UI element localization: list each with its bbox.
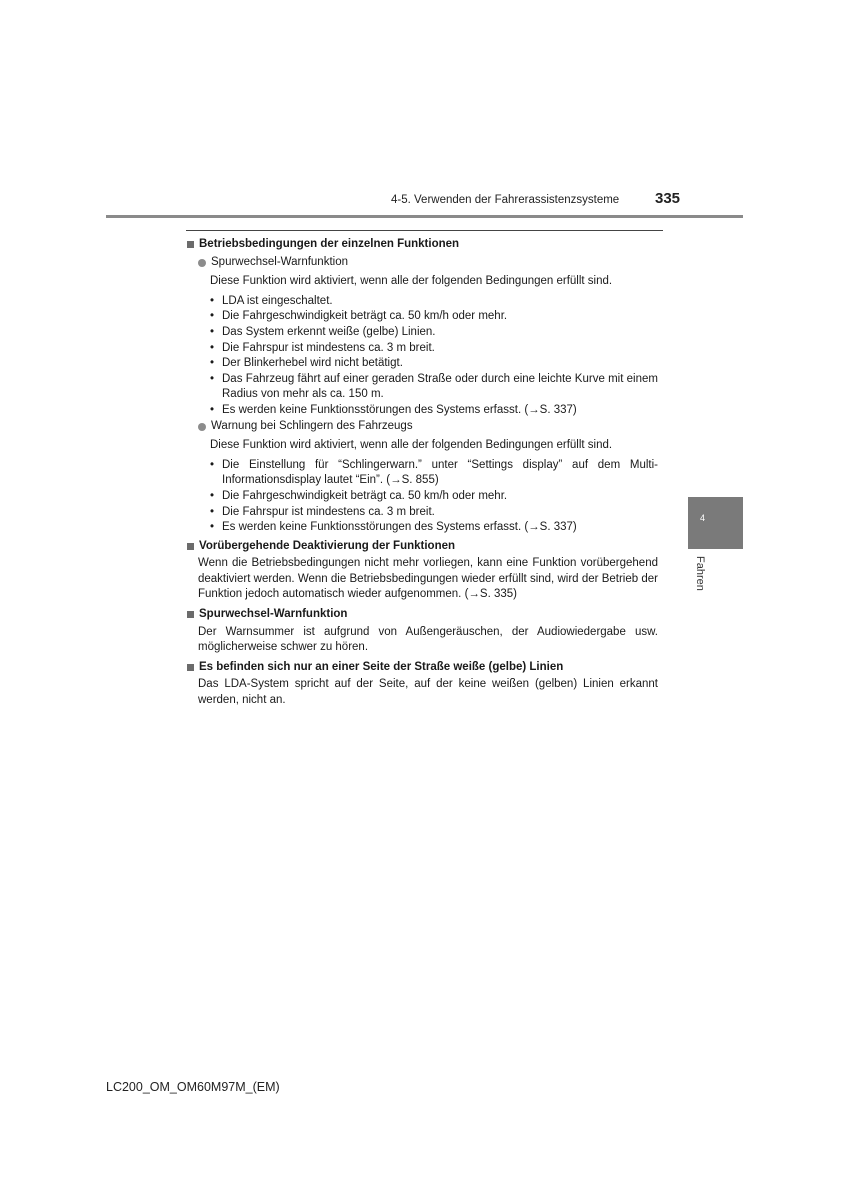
bullet-list	[186, 294, 658, 419]
header-rule	[106, 215, 743, 218]
subsection-heading	[198, 255, 658, 271]
list-item: • Die Einstellung für “Schlingerwarn.” unter “Settings display” auf dem Multi-Informationsdisplay lautet “Ein”. (→S. 855)	[210, 458, 658, 487]
section-rule	[186, 230, 663, 231]
body-text: Diese Funktion wird aktiviert, wenn alle der folgenden Bedingungen erfüllt sind.	[210, 439, 613, 452]
square-bullet-icon	[187, 241, 194, 248]
subsection-heading-text: Warnung bei Schlingern des Fahrzeugs	[211, 419, 413, 432]
list-item: • Es werden keine Funktionsstörungen des Systems erfasst. (→S. 337)	[210, 521, 577, 534]
body-text: Diese Funktion wird aktiviert, wenn alle der folgenden Bedingungen erfüllt sind.	[210, 275, 613, 288]
chapter-label: Fahren	[694, 556, 706, 591]
square-bullet-icon	[187, 611, 194, 618]
footer-code: LC200_OM_OM60M97M_(EM)	[106, 1080, 280, 1094]
list-item: • Die Fahrspur ist mindestens ca. 3 m breit.	[210, 505, 435, 518]
section-heading-text: Vorübergehende Deaktivierung der Funktionen	[199, 539, 456, 552]
page-content	[186, 237, 658, 709]
chapter-tab	[688, 497, 743, 549]
circle-bullet-icon	[198, 423, 206, 431]
body-text: Das LDA-System spricht auf der Seite, auf der keine weißen (gelben) Linien erkannt werden, nicht an.	[198, 678, 658, 707]
list-item: • Der Blinkerhebel wird nicht betätigt.	[210, 357, 403, 370]
body-text: Der Warnsummer ist aufgrund von Außengeräuschen, der Audiowiedergabe usw. möglicherweise schwer zu hören.	[198, 625, 658, 654]
bullet-list	[186, 458, 658, 536]
square-bullet-icon	[187, 664, 194, 671]
subsection-heading	[198, 419, 658, 435]
square-bullet-icon	[187, 543, 194, 550]
section-heading	[186, 539, 658, 555]
list-item: • Die Fahrgeschwindigkeit beträgt ca. 50 km/h oder mehr.	[210, 310, 508, 323]
section-heading	[186, 607, 658, 623]
list-item: • Das Fahrzeug fährt auf einer geraden Straße oder durch eine leichte Kurve mit einem Radius von mehr als ca. 150 m.	[210, 372, 658, 401]
section-heading	[186, 237, 658, 253]
chapter-number: 4	[700, 513, 706, 523]
section-heading-text: Es befinden sich nur an einer Seite der Straße weiße (gelbe) Linien	[199, 660, 564, 673]
circle-bullet-icon	[198, 259, 206, 267]
subsection-heading-text: Spurwechsel-Warnfunktion	[211, 255, 348, 268]
section-heading-text: Spurwechsel-Warnfunktion	[199, 608, 348, 621]
header-title: 4-5. Verwenden der Fahrerassistenzsysteme	[391, 194, 620, 206]
list-item: • LDA ist eingeschaltet.	[210, 294, 333, 307]
page-number: 335	[655, 190, 681, 207]
list-item: • Das System erkennt weiße (gelbe) Linien.	[210, 325, 436, 338]
body-text: Wenn die Betriebsbedingungen nicht mehr vorliegen, kann eine Funktion vorübergehend deaktiviert werden. Wenn die Betriebsbedingungen wieder erfüllt sind, wird der Betrieb der Funktion jedoch automatisch wieder aufgenommen. (→S. 335)	[198, 557, 658, 601]
section-heading-text: Betriebsbedingungen der einzelnen Funktionen	[199, 238, 460, 250]
section-heading	[186, 660, 658, 676]
list-item: • Die Fahrspur ist mindestens ca. 3 m breit.	[210, 341, 435, 354]
list-item: • Es werden keine Funktionsstörungen des Systems erfasst. (→S. 337)	[210, 403, 577, 416]
list-item: • Die Fahrgeschwindigkeit beträgt ca. 50 km/h oder mehr.	[210, 489, 508, 502]
